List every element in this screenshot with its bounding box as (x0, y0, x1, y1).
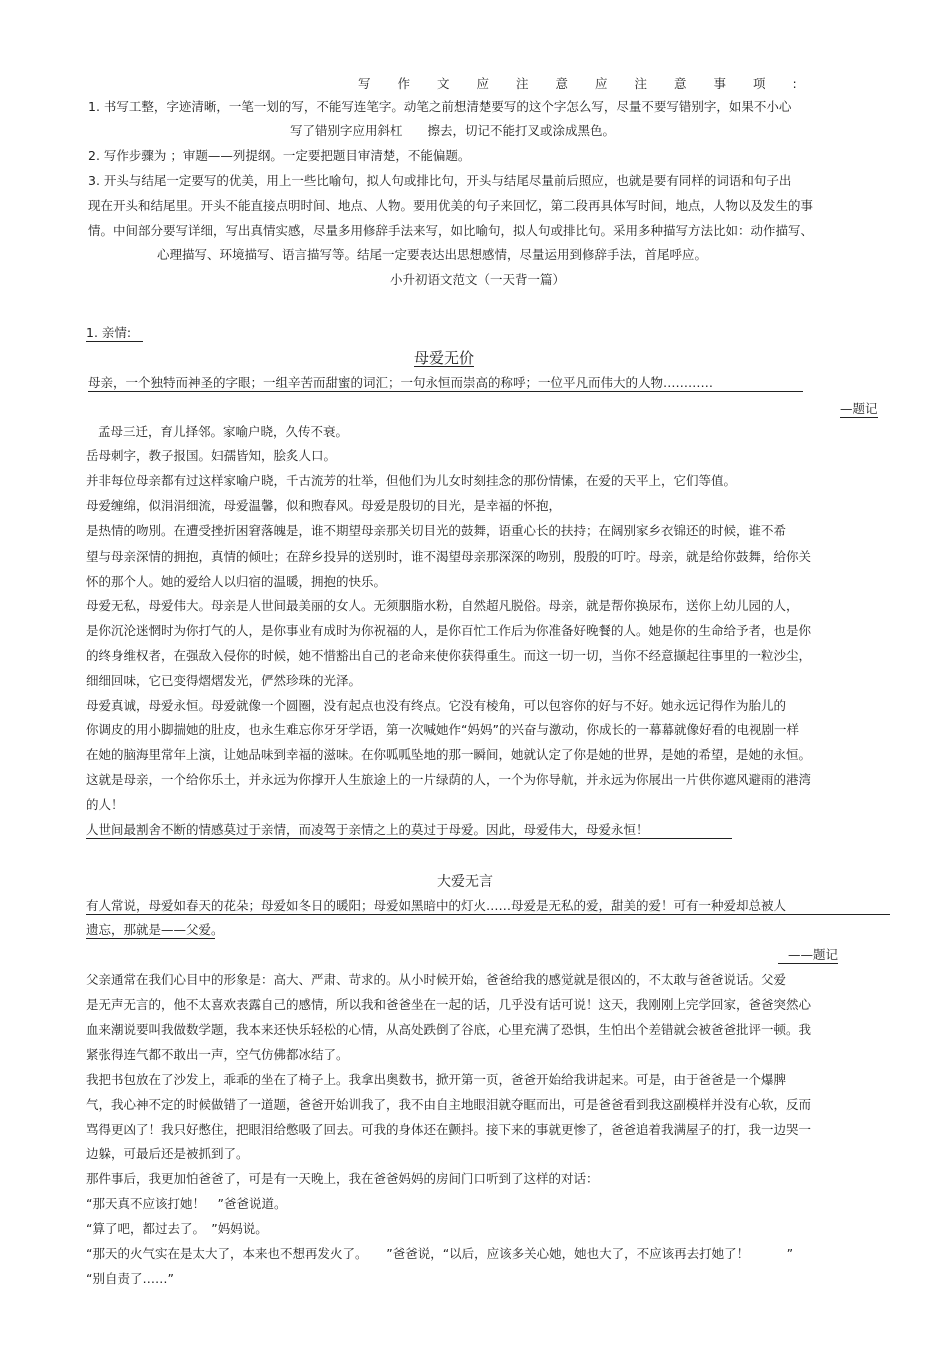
dialogue-line: “那天的火气实在是太大了，本来也不想再发火了。 ”爸爸说，“以后，应该多关心她，她也大了，不应该再去打她了！ ” (86, 1246, 794, 1261)
essay-epigraph: 遗忘，那就是——父爱。 (86, 922, 224, 937)
paragraph-line: 望与母亲深情的拥抱，真情的倾吐；在辞乡投异的送别时，谁不渴望母亲那深深的吻别，殷殷的叮咛。母亲，就是给你鼓舞，给你关 (86, 549, 812, 564)
paragraph-line: 父亲通常在我们心目中的形象是：高大、严肃、苛求的。从小时候开始，爸爸给我的感觉就是很凶的，不太敢与爸爸说话。父爱 (86, 972, 787, 987)
paragraph-line: 是无声无言的，他不太喜欢表露自己的感情，所以我和爸爸坐在一起的话，几乎没有话可说！这天，我刚刚上完学回家，爸爸突然心 (86, 997, 812, 1012)
notes-heading: 写作文应注意应注意事项: (358, 76, 824, 91)
paragraph-line: 骂得更凶了！我只好憋住，把眼泪给憋吸了回去。可我的身体还在颤抖。接下来的事就更惨了，爸爸追着我满屋子的打，我一边哭一 (86, 1122, 812, 1137)
note-line: 情。中间部分要写详细，写出真情实感，尽量多用修辞手法来写，如比喻句，拟人句或排比句。采用多种描写方法比如：动作描写、 (88, 223, 814, 238)
epigraph-attribution: —题记 (840, 401, 878, 416)
paragraph-line: 孟母三迁，育儿择邻。家喻户晓，久传不衰。 (98, 424, 349, 439)
essay-closing: 人世间最割舍不断的情感莫过于亲情，而凌驾于亲情之上的莫过于母爱。因此，母爱伟大，母爱永恒！ (86, 822, 732, 839)
note-line: 心理描写、环境描写、语言描写等。结尾一定要表达出思想感情，尽量运用到修辞手法，首尾呼应。 (157, 247, 708, 262)
epigraph-attribution: ——题记 (778, 947, 838, 964)
note-line: 写了错别字应用斜杠 擦去，切记不能打叉或涂成黑色。 (290, 123, 616, 138)
paragraph-line: 是热情的吻別。在遭受挫折困窘落魄是，谁不期望母亲那关切目光的鼓舞，语重心长的扶持；在阔别家乡衣锦还的时候，谁不希 (86, 523, 787, 538)
note-line: 现在开头和结尾里。开头不能直接点明时间、地点、人物。要用优美的句子来回忆，第二段再具体写时间，地点，人物以及发生的事 (88, 198, 814, 213)
paragraph-line: 这就是母亲，一个给你乐土，并永远为你撑开人生旅途上的一片绿荫的人，一个为你导航，并永远为你展出一片供你遮风避雨的港湾 (86, 772, 812, 787)
essay-epigraph: 有人常说，母爱如春天的花朵；母爱如冬日的暖阳；母爱如黑暗中的灯火……母爱是无私的爱，甜美的爱！可有一种爱却总被人 (86, 898, 890, 915)
paragraph-line: 血来潮说要叫我做数学题，我本来还快乐轻松的心情，从高处跌倒了谷底，心里充满了恐惧，生怕出个差错就会被爸爸批评一顿。我 (86, 1022, 812, 1037)
paragraph-line: 细细回味，它已变得熠熠发光，俨然珍珠的光泽。 (86, 673, 362, 688)
paragraph-line: 岳母刺字，教子报国。妇孺皆知，脍炙人口。 (86, 448, 337, 463)
note-line: 3. 开头与结尾一定要写的优美，用上一些比喻句，拟人句或排比句，开头与结尾尽量前后照应，也就是要有同样的词语和句子出 (88, 173, 792, 188)
essay-epigraph: 母亲，一个独特而神圣的字眼；一组辛苦而甜蜜的词汇；一句永恒而崇高的称呼；一位平凡而伟大的人物………… (88, 375, 803, 392)
dialogue-line: “那天真不应该打她！ ”爸爸说道。 (86, 1196, 287, 1211)
paragraph-line: 母爱真诚，母爱永恒。母爱就像一个圆圈，没有起点也没有终点。它没有棱角，可以包容你的好与不好。她永远记得作为胎儿的 (86, 698, 787, 713)
paragraph-line: 你调皮的用小脚揣她的肚皮，也永生难忘你牙牙学语，第一次喊她作“妈妈”的兴奋与激动，你成长的一幕幕就像好看的电视剧一样 (86, 722, 799, 737)
paragraph-line: 紧张得连气都不敢出一声，空气仿佛都冰结了。 (86, 1047, 349, 1062)
note-line: 2. 写作步骤为 ；审题——列提纲。一定要把题目审清楚，不能偏题。 (88, 148, 471, 163)
dialogue-line: “算了吧，都过去了。 ”妈妈说。 (86, 1221, 268, 1236)
note-line: 1. 书写工整，字迹清晰，一笔一划的写，不能写连笔字。动笔之前想清楚要写的这个字怎么写，尽量不要写错别字，如果不小心 (88, 99, 792, 114)
dialogue-line: “别自责了……” (86, 1271, 174, 1286)
paragraph-line: 那件事后，我更加怕爸爸了，可是有一天晚上，我在爸爸妈妈的房间门口听到了这样的对话： (86, 1171, 599, 1186)
paragraph-line: 母爱无私，母爱伟大。母亲是人世间最美丽的女人。无须胭脂水粉，自然超凡脱俗。母亲，就是帮你换尿布，送你上幼儿园的人， (86, 598, 799, 613)
notes-subtitle: 小升初语文范文（一天背一篇） (390, 272, 566, 287)
paragraph-line: 的人！ (86, 797, 124, 812)
essay-title: 大爱无言 (437, 874, 493, 890)
paragraph-line: 怀的那个人。她的爱给人以归宿的温暖，拥抱的快乐。 (86, 574, 387, 589)
paragraph-line: 并非每位母亲都有过这样家喻户晓，千古流芳的壮举，但他们为儿女时刻挂念的那份情愫，在爱的天平上，它们等值。 (86, 473, 737, 488)
paragraph-line: 我把书包放在了沙发上，乖乖的坐在了椅子上。我拿出奥数书，掀开第一页，爸爸开始给我讲起来。可是，由于爸爸是一个爆脾 (86, 1072, 787, 1087)
paragraph-line: 的终身维权者，在强敌入侵你的时候，她不惜豁出自己的老命来使你获得重生。而这一切一切，当你不经意撷起往事里的一粒沙尘， (86, 648, 812, 663)
paragraph-line: 在她的脑海里常年上演，让她品味到幸福的滋味。在你呱呱坠地的那一瞬间，她就认定了你是她的世界，是她的希望，是她的永恒。 (86, 747, 812, 762)
section-label: 1. 亲情: (86, 325, 143, 342)
paragraph-line: 是你沉沦迷惘时为你打气的人，是你事业有成时为你祝福的人，是你百忙工作后为你准备好晚餐的人。她是你的生命给予者，也是你 (86, 623, 812, 638)
essay-title: 母爱无价 (414, 349, 475, 367)
paragraph-line: 气，我心神不定的时候做错了一道题，爸爸开始训我了，我不由自主地眼泪就夺眶而出，可是爸爸看到我这副模样并没有心软，反而 (86, 1097, 812, 1112)
paragraph-line: 边躲，可最后还是被抓到了。 (86, 1146, 249, 1161)
paragraph-line: 母爱缠绵，似涓涓细流，母爱温馨，似和煦春风。母爱是殷切的目光，是幸福的怀抱， (86, 498, 562, 513)
